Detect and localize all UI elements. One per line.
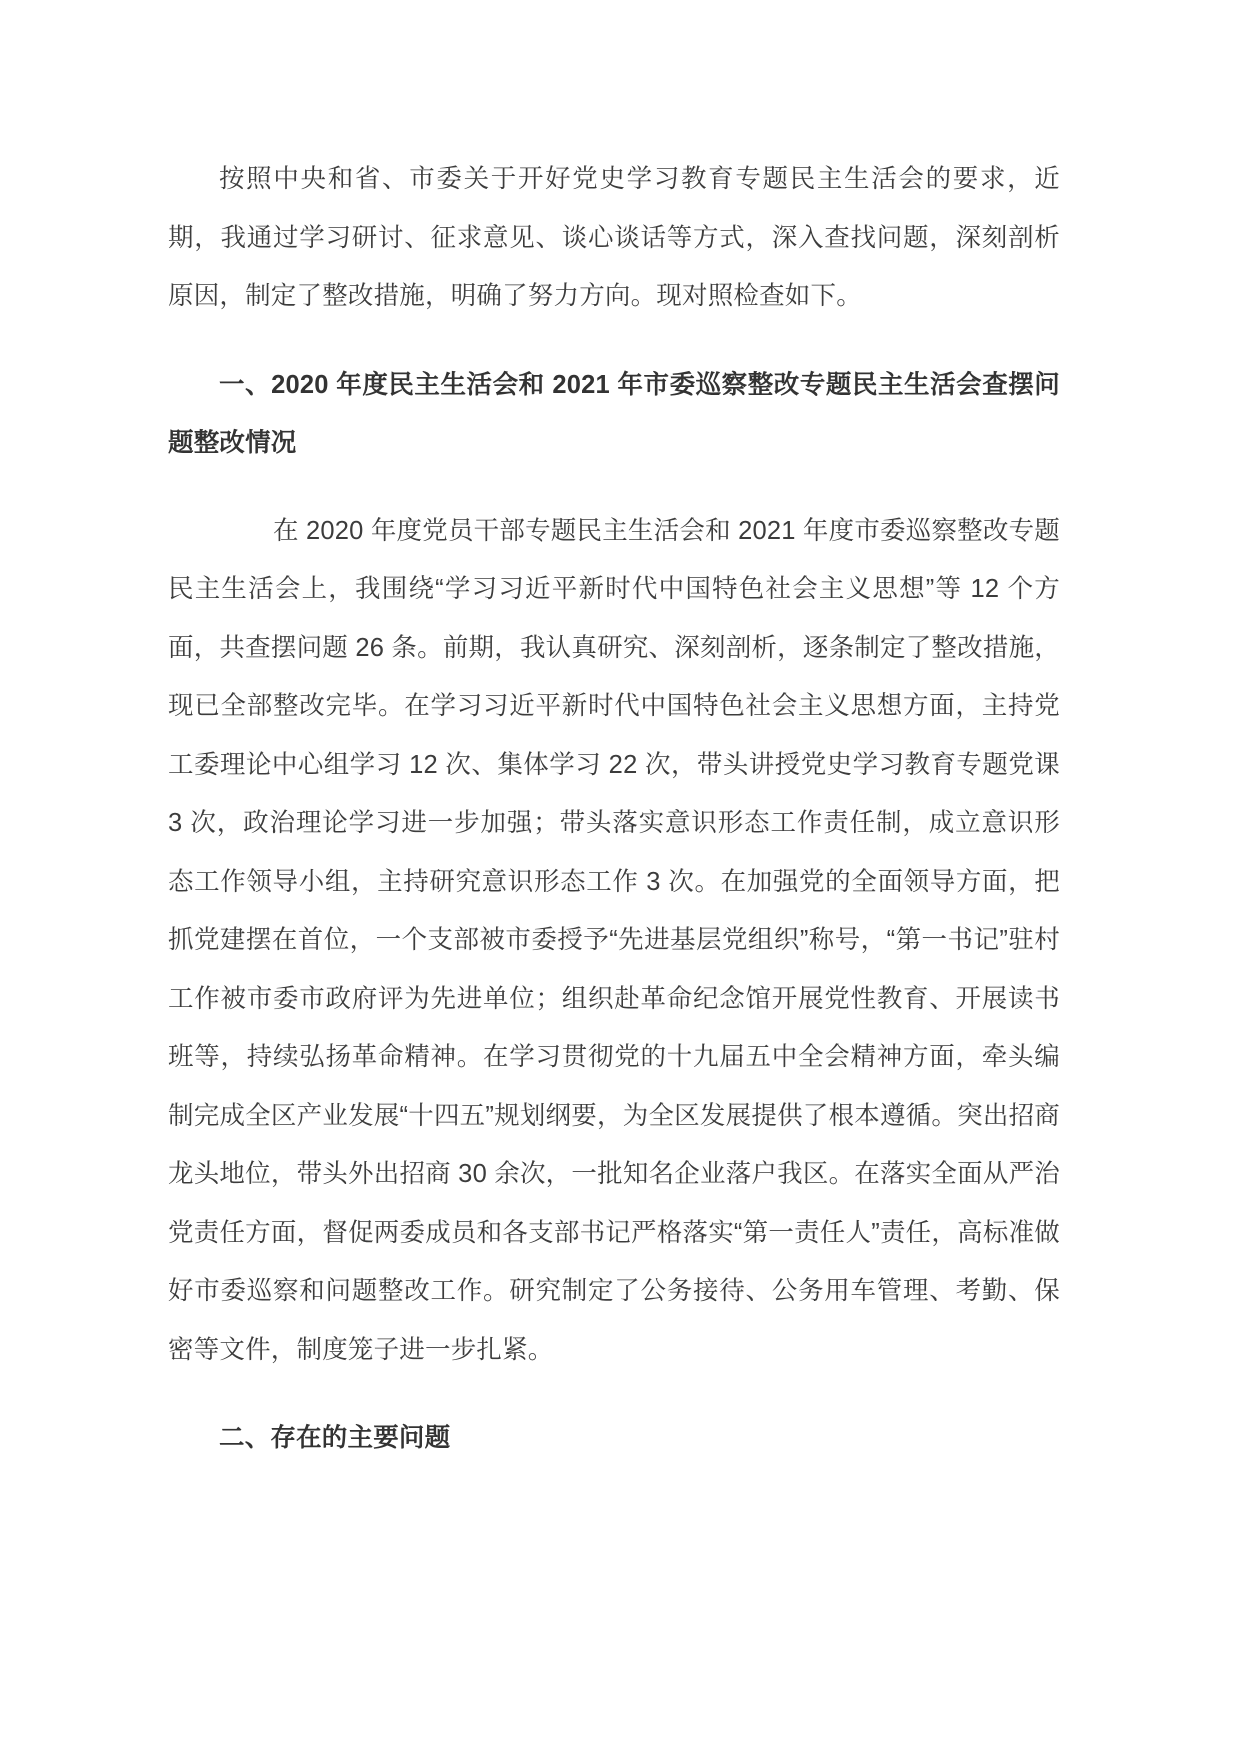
spacer-before-heading-2 [168,1379,1060,1409]
spacer-before-heading-1 [168,326,1060,356]
section-1-body-paragraph: 在 2020 年度党员干部专题民主生活会和 2021 年度市委巡察整改专题民主生活会上，我围绕“学习习近平新时代中国特色社会主义思想”等 12 个方面，共查摆问题 26 条。前期，我认真研究、深刻剖析，逐条制定了整改措施，现已全部整改完毕。在学习习近平新时代中国特色社会主义思想方面，主持党工委理论中心组学习 12 次、集体学习 22 次，带头讲授党史学习教育专题党课 3 次，政治理论学习进一步加强；带头落实意识形态工作责任制，成立意识形态工作领导小组，主持研究意识形态工作 3 次。在加强党的全面领导方面，把抓党建摆在首位，一个支部被市委授予“先进基层党组织”称号，“第一书记”驻村工作被市委市政府评为先进单位；组织赴革命纪念馆开展党性教育、开展读书班等，持续弘扬革命精神。在学习贯彻党的十九届五中全会精神方面，牵头编制完成全区产业发展“十四五”规划纲要，为全区发展提供了根本遵循。突出招商龙头地位，带头外出招商 30 余次，一批知名企业落户我区。在落实全面从严治党责任方面，督促两委成员和各支部书记严格落实“第一责任人”责任，高标准做好市委巡察和问题整改工作。研究制定了公务接待、公务用车管理、考勤、保密等文件，制度笼子进一步扎紧。 [168,516,1060,1364]
spacer-after-heading-1 [168,473,1060,502]
section-heading-1: 一、2020 年度民主生活会和 2021 年市委巡察整改专题民主生活会查摆问题整改情况 [168,370,1060,457]
section-heading-2: 二、存在的主要问题 [219,1424,451,1452]
intro-paragraph: 按照中央和省、市委关于开好党史学习教育专题民主生活会的要求，近期，我通过学习研讨、征求意见、谈心谈话等方式，深入查找问题，深刻剖析原因，制定了整改措施，明确了努力方向。现对照检查如下。 [168,165,1060,310]
document-body [168,150,1060,1468]
